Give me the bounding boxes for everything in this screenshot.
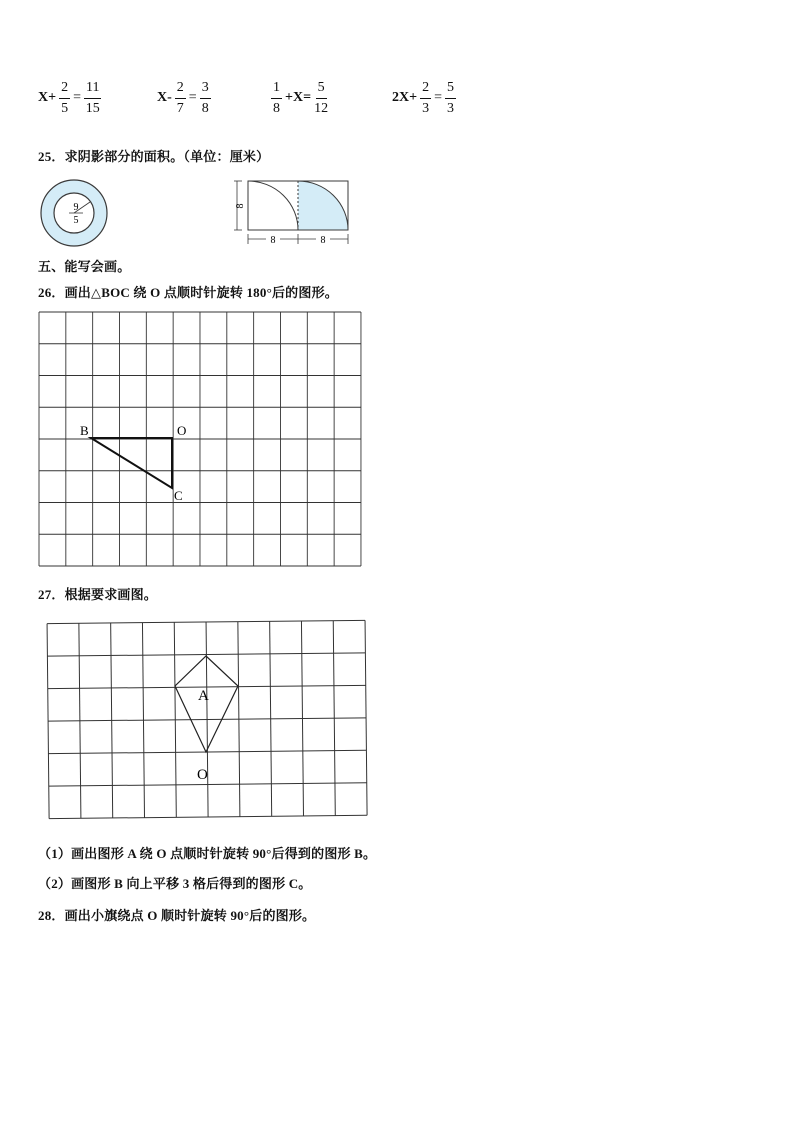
equation-1 — [38, 78, 104, 118]
q28-text: 28．画出小旗绕点 O 顺时针旋转 90°后的图形。 — [38, 908, 316, 923]
fraction: $\frac{1}{8}$ — [273, 79, 280, 116]
fraction: $\frac{5}{3}$ — [447, 79, 454, 116]
equals-sign: = — [188, 90, 197, 105]
equation-3 — [268, 78, 331, 118]
equation-mid: +X= — [285, 90, 312, 105]
equals-sign: = — [434, 90, 442, 105]
ring-figure — [38, 178, 112, 248]
left-arc — [248, 181, 298, 230]
fraction: $\frac{3}{8}$ — [201, 79, 209, 116]
triangle-boc — [91, 438, 172, 488]
shaded-region — [298, 181, 348, 230]
q27-sub1: （1）画出图形 A 绕 O 点顺时针旋转 90°后得到的图形 B。 — [38, 846, 377, 861]
q26-grid — [38, 311, 362, 567]
label-c: C — [174, 488, 183, 503]
ring-label-den: 5 — [73, 215, 79, 226]
equation-4 — [392, 78, 459, 118]
fraction: $\frac{2}{3}$ — [422, 79, 430, 116]
section-title: 五、能写会画。 — [38, 259, 131, 274]
width-label-1: 8 — [270, 235, 276, 246]
width-label-2: 8 — [320, 235, 326, 246]
grid-lines — [47, 620, 367, 818]
equals-sign: = — [73, 90, 81, 105]
q27-grid — [45, 612, 369, 822]
q26-text: 26．画出△BOC 绕 O 点顺时针旋转 180°后的图形。 — [38, 285, 338, 300]
rectangle-figure — [228, 176, 354, 246]
fraction: $\frac{5}{12}$ — [314, 79, 329, 116]
equation-prefix: X- — [157, 90, 172, 105]
equation-prefix: 2X+ — [392, 90, 418, 105]
q27-text: 27．根据要求画图。 — [38, 587, 158, 602]
ring-label-num: 9 — [73, 202, 79, 213]
equation-prefix: X+ — [38, 90, 57, 105]
label-b: B — [80, 423, 89, 438]
fraction: $\frac{11}{15}$ — [85, 79, 100, 116]
label-o: O — [177, 423, 187, 438]
equation-2 — [157, 78, 214, 118]
label-o: O — [197, 767, 208, 783]
fraction: $\frac{2}{5}$ — [61, 79, 69, 116]
q25-text: 25．求阴影部分的面积。（单位：厘米） — [38, 149, 270, 164]
height-label: 8 — [235, 203, 246, 209]
fraction: $\frac{2}{7}$ — [176, 79, 184, 116]
grid-lines — [39, 312, 361, 566]
label-a: A — [198, 688, 209, 704]
q27-sub2: （2）画图形 B 向上平移 3 格后得到的图形 C。 — [38, 876, 312, 891]
